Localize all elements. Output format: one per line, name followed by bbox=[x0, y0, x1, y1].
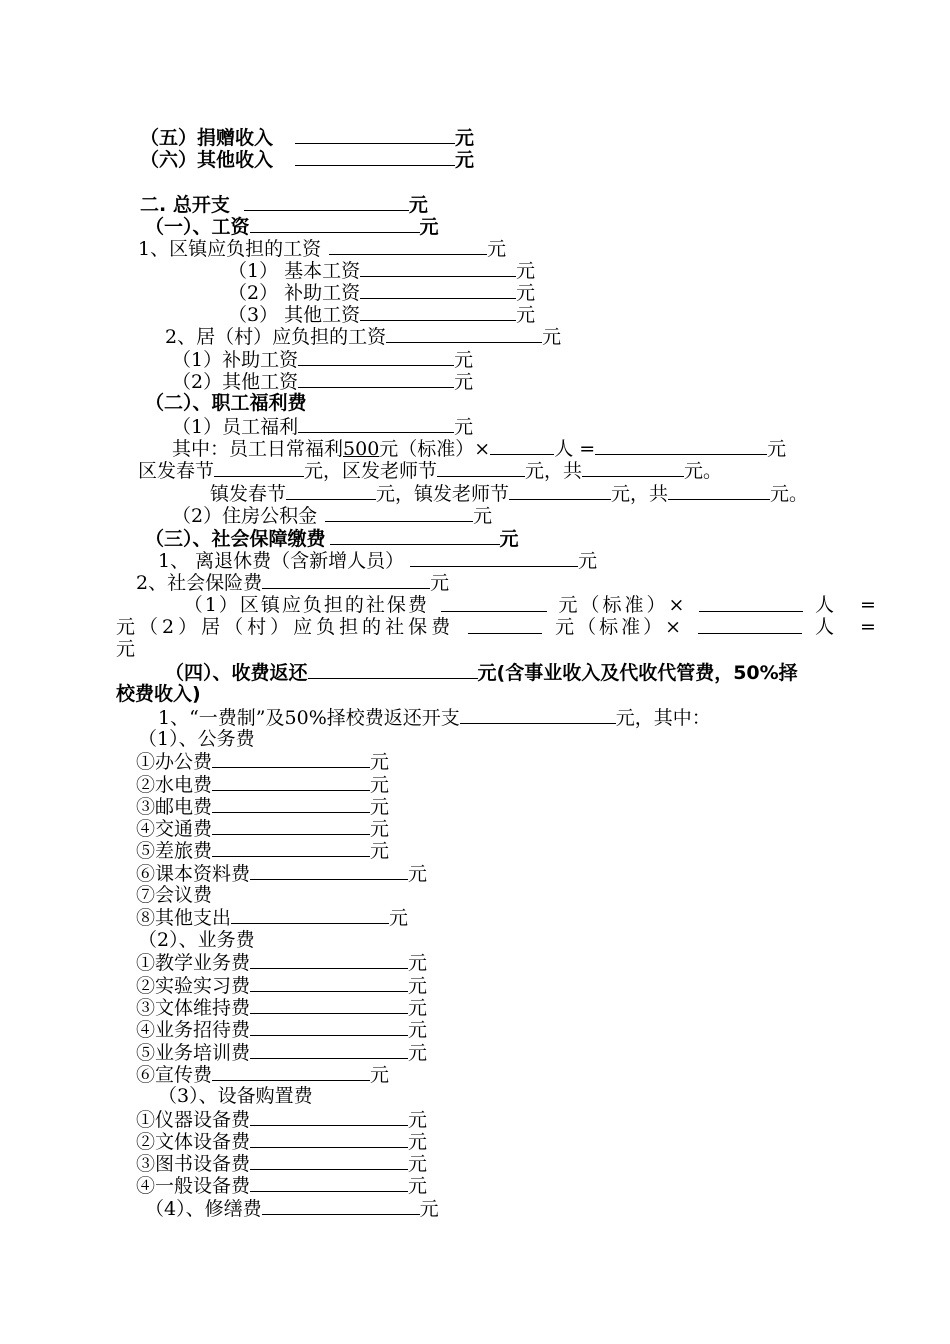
equipment-fee-title bbox=[158, 1085, 313, 1107]
unit-label: 元 bbox=[408, 194, 428, 216]
unit-label: 元 bbox=[516, 304, 536, 326]
list-item bbox=[136, 1130, 427, 1152]
list-item bbox=[136, 773, 389, 795]
unit-label: 元 bbox=[408, 863, 428, 885]
district-insurance-label: （1）区镇应负担的社保费 bbox=[183, 594, 429, 616]
blank-field[interactable] bbox=[308, 661, 478, 679]
item-label: ③图书设备费 bbox=[136, 1153, 251, 1175]
total-word-label: 元，共 bbox=[525, 460, 583, 482]
unit-label: 元 bbox=[370, 840, 390, 862]
blank-field[interactable] bbox=[437, 459, 525, 477]
repair-fee-label: （4）、修缮费 bbox=[145, 1198, 262, 1220]
housing-fund-label: （2）住房公积金 bbox=[172, 505, 318, 527]
end-period-label: 元。 bbox=[770, 483, 809, 505]
village-insurance-line bbox=[116, 616, 876, 638]
list-item bbox=[136, 795, 389, 817]
blank-field[interactable] bbox=[460, 706, 616, 724]
blank-field[interactable] bbox=[468, 616, 542, 634]
town-spring-label: 镇发春节 bbox=[210, 483, 287, 505]
daily-welfare-line bbox=[172, 437, 786, 459]
daily-welfare-standard: 500 bbox=[343, 438, 380, 460]
blank-field[interactable] bbox=[509, 482, 611, 500]
standard-times-label: 元（标准）× bbox=[558, 594, 688, 616]
unit-label: 元 bbox=[455, 127, 475, 149]
blank-field[interactable] bbox=[212, 773, 370, 791]
blank-field[interactable] bbox=[360, 259, 516, 277]
refund-title-note-cont: 校费收入) bbox=[116, 683, 201, 705]
blank-field[interactable] bbox=[250, 1130, 408, 1148]
other-income-label: （六）其他收入 bbox=[140, 149, 274, 171]
blank-field[interactable] bbox=[262, 1197, 420, 1215]
standard-times-label: 元（标准）× bbox=[379, 438, 491, 460]
district-teacher-label: 元，区发老师节 bbox=[304, 460, 438, 482]
total-expense-line bbox=[140, 193, 428, 215]
item-label: ⑥课本资料费 bbox=[136, 863, 251, 885]
blank-field[interactable] bbox=[295, 148, 455, 166]
person-equals-label: 人 = bbox=[815, 594, 876, 616]
list-item bbox=[136, 996, 427, 1018]
unit-label: 元 bbox=[454, 349, 474, 371]
donation-income-label: （五）捐赠收入 bbox=[140, 127, 274, 149]
donation-income-line bbox=[140, 126, 474, 148]
village-other-label: （2）其他工资 bbox=[172, 371, 299, 393]
blank-field[interactable] bbox=[212, 1063, 370, 1081]
item-label: ④交通费 bbox=[136, 818, 213, 840]
district-wage-line bbox=[138, 237, 506, 259]
public-fee-title bbox=[138, 728, 255, 750]
unit-label: 元 bbox=[419, 216, 439, 238]
unit-label: 元 bbox=[454, 416, 474, 438]
unit-label: 元 bbox=[578, 550, 598, 572]
public-fee-title-text: （1）、公务费 bbox=[138, 728, 255, 750]
staff-welfare-label: （1）员工福利 bbox=[172, 416, 299, 438]
total-expense-label: 二. 总开支 bbox=[140, 194, 230, 216]
list-item bbox=[136, 862, 427, 884]
blank-field[interactable] bbox=[325, 504, 473, 522]
unit-label: 元 bbox=[408, 1109, 428, 1131]
blank-field[interactable] bbox=[214, 459, 304, 477]
unit-label: 元 bbox=[370, 751, 390, 773]
list-item bbox=[136, 1152, 427, 1174]
unit-label: 元 bbox=[455, 149, 475, 171]
district-spring-label: 区发春节 bbox=[138, 460, 215, 482]
retirement-line bbox=[158, 549, 597, 571]
district-insurance-line bbox=[116, 594, 876, 616]
subsidy-wage-label: （2） 补助工资 bbox=[228, 282, 361, 304]
blank-field[interactable] bbox=[250, 951, 408, 969]
list-item bbox=[136, 1063, 389, 1085]
blank-field[interactable] bbox=[250, 1174, 408, 1192]
equipment-fee-title-text: （3）、设备购置费 bbox=[158, 1085, 313, 1107]
blank-field[interactable] bbox=[668, 482, 770, 500]
blank-field[interactable] bbox=[212, 817, 370, 835]
item-label: ⑦会议费 bbox=[136, 884, 213, 906]
blank-field[interactable] bbox=[360, 281, 516, 299]
blank-field[interactable] bbox=[231, 906, 389, 924]
unit-label: 元 bbox=[408, 1131, 428, 1153]
item-label: ③文体维持费 bbox=[136, 997, 251, 1019]
other-wage-label: （3） 其他工资 bbox=[228, 304, 361, 326]
unit-label: 元 bbox=[408, 1175, 428, 1197]
list-item bbox=[136, 839, 389, 861]
business-fee-title-text: （2）、业务费 bbox=[138, 929, 255, 951]
one-fee-label: 1、“一费制”及50%择校费返还开支 bbox=[158, 707, 460, 729]
list-item bbox=[136, 951, 427, 973]
insurance-label: 2、社会保险费 bbox=[136, 572, 263, 594]
list-item bbox=[136, 974, 427, 996]
list-item bbox=[136, 1018, 427, 1040]
unit-label: 元 bbox=[408, 1019, 428, 1041]
other-income-line bbox=[140, 148, 474, 170]
unit-label: 元 bbox=[419, 1198, 439, 1220]
housing-fund-line bbox=[172, 504, 492, 526]
unit-label: 元 bbox=[454, 371, 474, 393]
blank-field[interactable] bbox=[286, 482, 376, 500]
unit-label: 元 bbox=[370, 774, 390, 796]
social-title: （三）、社会保障缴费 bbox=[145, 528, 326, 550]
unit-label: 元 bbox=[516, 260, 536, 282]
village-wage-label: 2、居（村）应负担的工资 bbox=[165, 326, 387, 348]
unit-label: 元 bbox=[370, 818, 390, 840]
town-teacher-label: 元，镇发老师节 bbox=[376, 483, 510, 505]
staff-welfare-line bbox=[172, 415, 473, 437]
unit-label: 元 bbox=[116, 638, 136, 660]
district-wage-label: 1、区镇应负担的工资 bbox=[138, 238, 322, 260]
blank-field[interactable] bbox=[595, 437, 767, 455]
refund-title-note: 元(含事业收入及代收代管费，50%择 bbox=[477, 662, 798, 684]
district-festival-line bbox=[138, 459, 722, 481]
blank-field[interactable] bbox=[386, 325, 542, 343]
insurance-end-line bbox=[116, 638, 135, 660]
person-equals-label: 人 = bbox=[815, 616, 876, 638]
unit-label: 元 bbox=[370, 796, 390, 818]
business-fee-title bbox=[138, 929, 255, 951]
item-label: ⑤差旅费 bbox=[136, 840, 213, 862]
blank-field[interactable] bbox=[250, 974, 408, 992]
person-equals-label: 人 = bbox=[554, 438, 596, 460]
item-label: ②水电费 bbox=[136, 774, 213, 796]
insurance-line bbox=[136, 571, 449, 593]
blank-field[interactable] bbox=[250, 1018, 408, 1036]
item-label: ④业务招待费 bbox=[136, 1019, 251, 1041]
welfare-title-text: （二）、职工福利费 bbox=[145, 392, 307, 414]
blank-field[interactable] bbox=[244, 193, 409, 211]
item-label: ⑥宣传费 bbox=[136, 1064, 213, 1086]
blank-field[interactable] bbox=[699, 594, 803, 612]
blank-field[interactable] bbox=[410, 549, 578, 567]
town-festival-line bbox=[210, 482, 808, 504]
retirement-label: 1、 离退休费（含新增人员） bbox=[158, 550, 405, 572]
unit-label: 元 bbox=[499, 528, 519, 550]
item-label: ②文体设备费 bbox=[136, 1131, 251, 1153]
item-label: ④一般设备费 bbox=[136, 1175, 251, 1197]
blank-field[interactable] bbox=[250, 1108, 408, 1126]
blank-field[interactable] bbox=[295, 126, 455, 144]
blank-field[interactable] bbox=[582, 459, 684, 477]
unit-label: 元 bbox=[408, 975, 428, 997]
list-item bbox=[136, 906, 408, 928]
list-item bbox=[136, 817, 389, 839]
unit-label: 元 bbox=[408, 952, 428, 974]
unit-label: 元 bbox=[542, 326, 562, 348]
item-label: ②实验实习费 bbox=[136, 975, 251, 997]
blank-field[interactable] bbox=[250, 996, 408, 1014]
blank-field[interactable] bbox=[212, 750, 370, 768]
item-label: ③邮电费 bbox=[136, 796, 213, 818]
item-label: ⑤业务培训费 bbox=[136, 1042, 251, 1064]
unit-label: 元 bbox=[370, 1064, 390, 1086]
wages-title: （一）、工资 bbox=[145, 216, 250, 238]
blank-field[interactable] bbox=[212, 795, 370, 813]
item-label: ⑧其他支出 bbox=[136, 907, 232, 929]
blank-field[interactable] bbox=[698, 616, 802, 634]
blank-field[interactable] bbox=[298, 415, 454, 433]
unit-label: 元 bbox=[430, 572, 450, 594]
social-title-line bbox=[145, 527, 519, 549]
unit-label: 元 bbox=[408, 1153, 428, 1175]
blank-field[interactable] bbox=[441, 594, 547, 612]
wages-title-line bbox=[145, 215, 439, 237]
blank-field[interactable] bbox=[490, 437, 554, 455]
item-label: ①仪器设备费 bbox=[136, 1109, 251, 1131]
one-fee-line bbox=[158, 706, 711, 728]
unit-label: 元 bbox=[767, 438, 787, 460]
village-insurance-label: 元（2）居（村）应负担的社保费 bbox=[116, 616, 455, 638]
item-label: ①教学业务费 bbox=[136, 952, 251, 974]
village-wage-line bbox=[165, 325, 561, 347]
blank-field[interactable] bbox=[330, 527, 500, 545]
standard-times-label: 元（标准）× bbox=[555, 616, 685, 638]
other-wage-line bbox=[228, 303, 535, 325]
blank-field[interactable] bbox=[329, 237, 487, 255]
refund-title-cont bbox=[116, 683, 201, 705]
unit-label: 元 bbox=[473, 505, 493, 527]
unit-label: 元 bbox=[516, 282, 536, 304]
welfare-title bbox=[145, 392, 307, 414]
total-word-label: 元，共 bbox=[611, 483, 669, 505]
list-item bbox=[136, 750, 389, 772]
blank-field[interactable] bbox=[212, 839, 370, 857]
village-subsidy-label: （1）补助工资 bbox=[172, 349, 299, 371]
blank-field[interactable] bbox=[250, 215, 420, 233]
list-item bbox=[136, 1174, 427, 1196]
blank-field[interactable] bbox=[360, 303, 516, 321]
daily-welfare-label: 其中：员工日常福利 bbox=[172, 438, 344, 460]
blank-field[interactable] bbox=[250, 1041, 408, 1059]
item-label: ①办公费 bbox=[136, 751, 213, 773]
blank-field[interactable] bbox=[298, 370, 454, 388]
refund-title: （四）、收费返还 bbox=[165, 662, 308, 684]
list-item bbox=[136, 1108, 427, 1130]
village-other-line bbox=[172, 370, 473, 392]
basic-wage-label: （1） 基本工资 bbox=[228, 260, 361, 282]
basic-wage-line bbox=[228, 259, 535, 281]
list-item bbox=[136, 1041, 427, 1063]
blank-field[interactable] bbox=[262, 571, 430, 589]
blank-field[interactable] bbox=[298, 348, 454, 366]
blank-field[interactable] bbox=[250, 862, 408, 880]
blank-field[interactable] bbox=[250, 1152, 408, 1170]
repair-fee-line bbox=[145, 1197, 439, 1219]
refund-title-line bbox=[165, 661, 798, 683]
unit-label: 元 bbox=[408, 1042, 428, 1064]
unit-label: 元 bbox=[389, 907, 409, 929]
one-fee-tail: 元，其中： bbox=[615, 707, 711, 729]
subsidy-wage-line bbox=[228, 281, 535, 303]
village-subsidy-line bbox=[172, 348, 473, 370]
end-period-label: 元。 bbox=[684, 460, 723, 482]
unit-label: 元 bbox=[408, 997, 428, 1019]
list-item bbox=[136, 884, 212, 906]
unit-label: 元 bbox=[487, 238, 507, 260]
